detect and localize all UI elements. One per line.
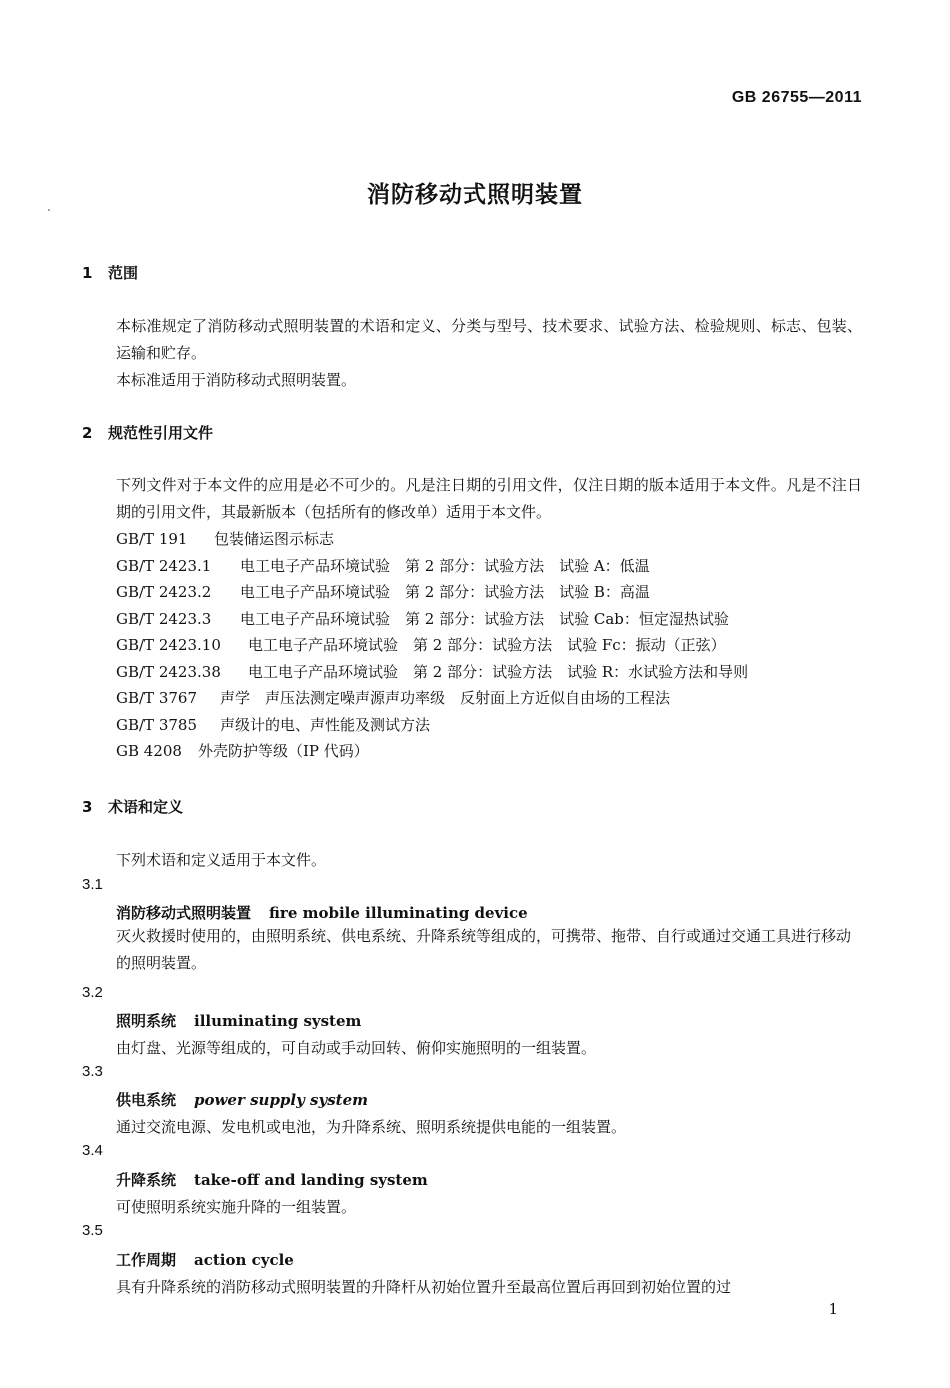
section-title: 术语和定义 — [108, 798, 184, 816]
term-heading: 供电系统 power supply system — [116, 1091, 369, 1109]
scope-paragraph-2: 本标准适用于消防移动式照明装置。 — [116, 371, 357, 389]
term-definition: 通过交流电源、发电机或电池，为升降系统、照明系统提供电能的一组装置。 — [116, 1118, 627, 1136]
section-title: 范围 — [108, 264, 139, 282]
reference-item: GB/T 191 包装储运图示标志 — [116, 530, 335, 548]
reference-item: GB/T 2423.1 电工电子产品环境试验 第 2 部分：试验方法 试验 A：低温 — [116, 557, 650, 575]
section-number: 3 — [82, 798, 93, 816]
term-heading: 消防移动式照明装置 fire mobile illuminating device — [116, 904, 528, 922]
reference-item: GB 4208 外壳防护等级（IP 代码） — [116, 742, 369, 760]
reference-item: GB/T 3767 声学 声压法测定噪声源声功率级 反射面上方近似自由场的工程法 — [116, 689, 671, 707]
page-number: 1 — [828, 1300, 838, 1318]
reference-item: GB/T 2423.3 电工电子产品环境试验 第 2 部分：试验方法 试验 Cab：恒定湿热试验 — [116, 610, 729, 628]
term-heading: 照明系统 illuminating system — [116, 1012, 362, 1030]
reference-item: GB/T 3785 声级计的电、声性能及测试方法 — [116, 716, 431, 734]
scan-speck — [48, 209, 50, 211]
term-heading: 工作周期 action cycle — [116, 1251, 294, 1269]
section-heading-terms-definitions — [82, 796, 183, 817]
term-heading: 升降系统 take-off and landing system — [116, 1171, 428, 1189]
page-title: 消防移动式照明装置 — [367, 182, 583, 208]
section-heading-scope — [82, 262, 138, 283]
references-intro-paragraph: 下列文件对于本文件的应用是必不可少的。凡是注日期的引用文件，仅注日期的版本适用于本文件。凡是不注日期的引用文件，其最新版本（包括所有的修改单）适用于本文件。 — [116, 476, 862, 521]
clause-number: 3.4 — [82, 1142, 103, 1159]
scope-paragraph-1: 本标准规定了消防移动式照明装置的术语和定义、分类与型号、技术要求、试验方法、检验规则、标志、包装、运输和贮存。 — [116, 317, 862, 362]
term-definition: 可使照明系统实施升降的一组装置。 — [116, 1198, 357, 1216]
reference-item: GB/T 2423.38 电工电子产品环境试验 第 2 部分：试验方法 试验 R：水试验方法和导则 — [116, 663, 749, 681]
section-heading-normative-references — [82, 422, 213, 443]
section-title: 规范性引用文件 — [108, 424, 214, 442]
clause-number: 3.1 — [82, 876, 103, 893]
clause-number: 3.2 — [82, 984, 103, 1001]
section-number: 2 — [82, 424, 93, 442]
reference-item: GB/T 2423.2 电工电子产品环境试验 第 2 部分：试验方法 试验 B：高温 — [116, 583, 650, 601]
clause-number: 3.5 — [82, 1222, 103, 1239]
terms-intro: 下列术语和定义适用于本文件。 — [116, 851, 327, 869]
clause-number: 3.3 — [82, 1063, 103, 1080]
term-definition: 具有升降系统的消防移动式照明装置的升降杆从初始位置升至最高位置后再回到初始位置的过 — [116, 1278, 732, 1296]
reference-item: GB/T 2423.10 电工电子产品环境试验 第 2 部分：试验方法 试验 Fc：振动（正弦） — [116, 636, 726, 654]
term-definition: 灭火救援时使用的，由照明系统、供电系统、升降系统等组成的，可携带、拖带、自行或通过交通工具进行移动的照明装置。 — [116, 927, 852, 972]
standard-code: GB 26755—2011 — [731, 89, 862, 106]
section-number: 1 — [82, 264, 93, 282]
term-definition: 由灯盘、光源等组成的，可自动或手动回转、俯仰实施照明的一组装置。 — [116, 1039, 597, 1057]
